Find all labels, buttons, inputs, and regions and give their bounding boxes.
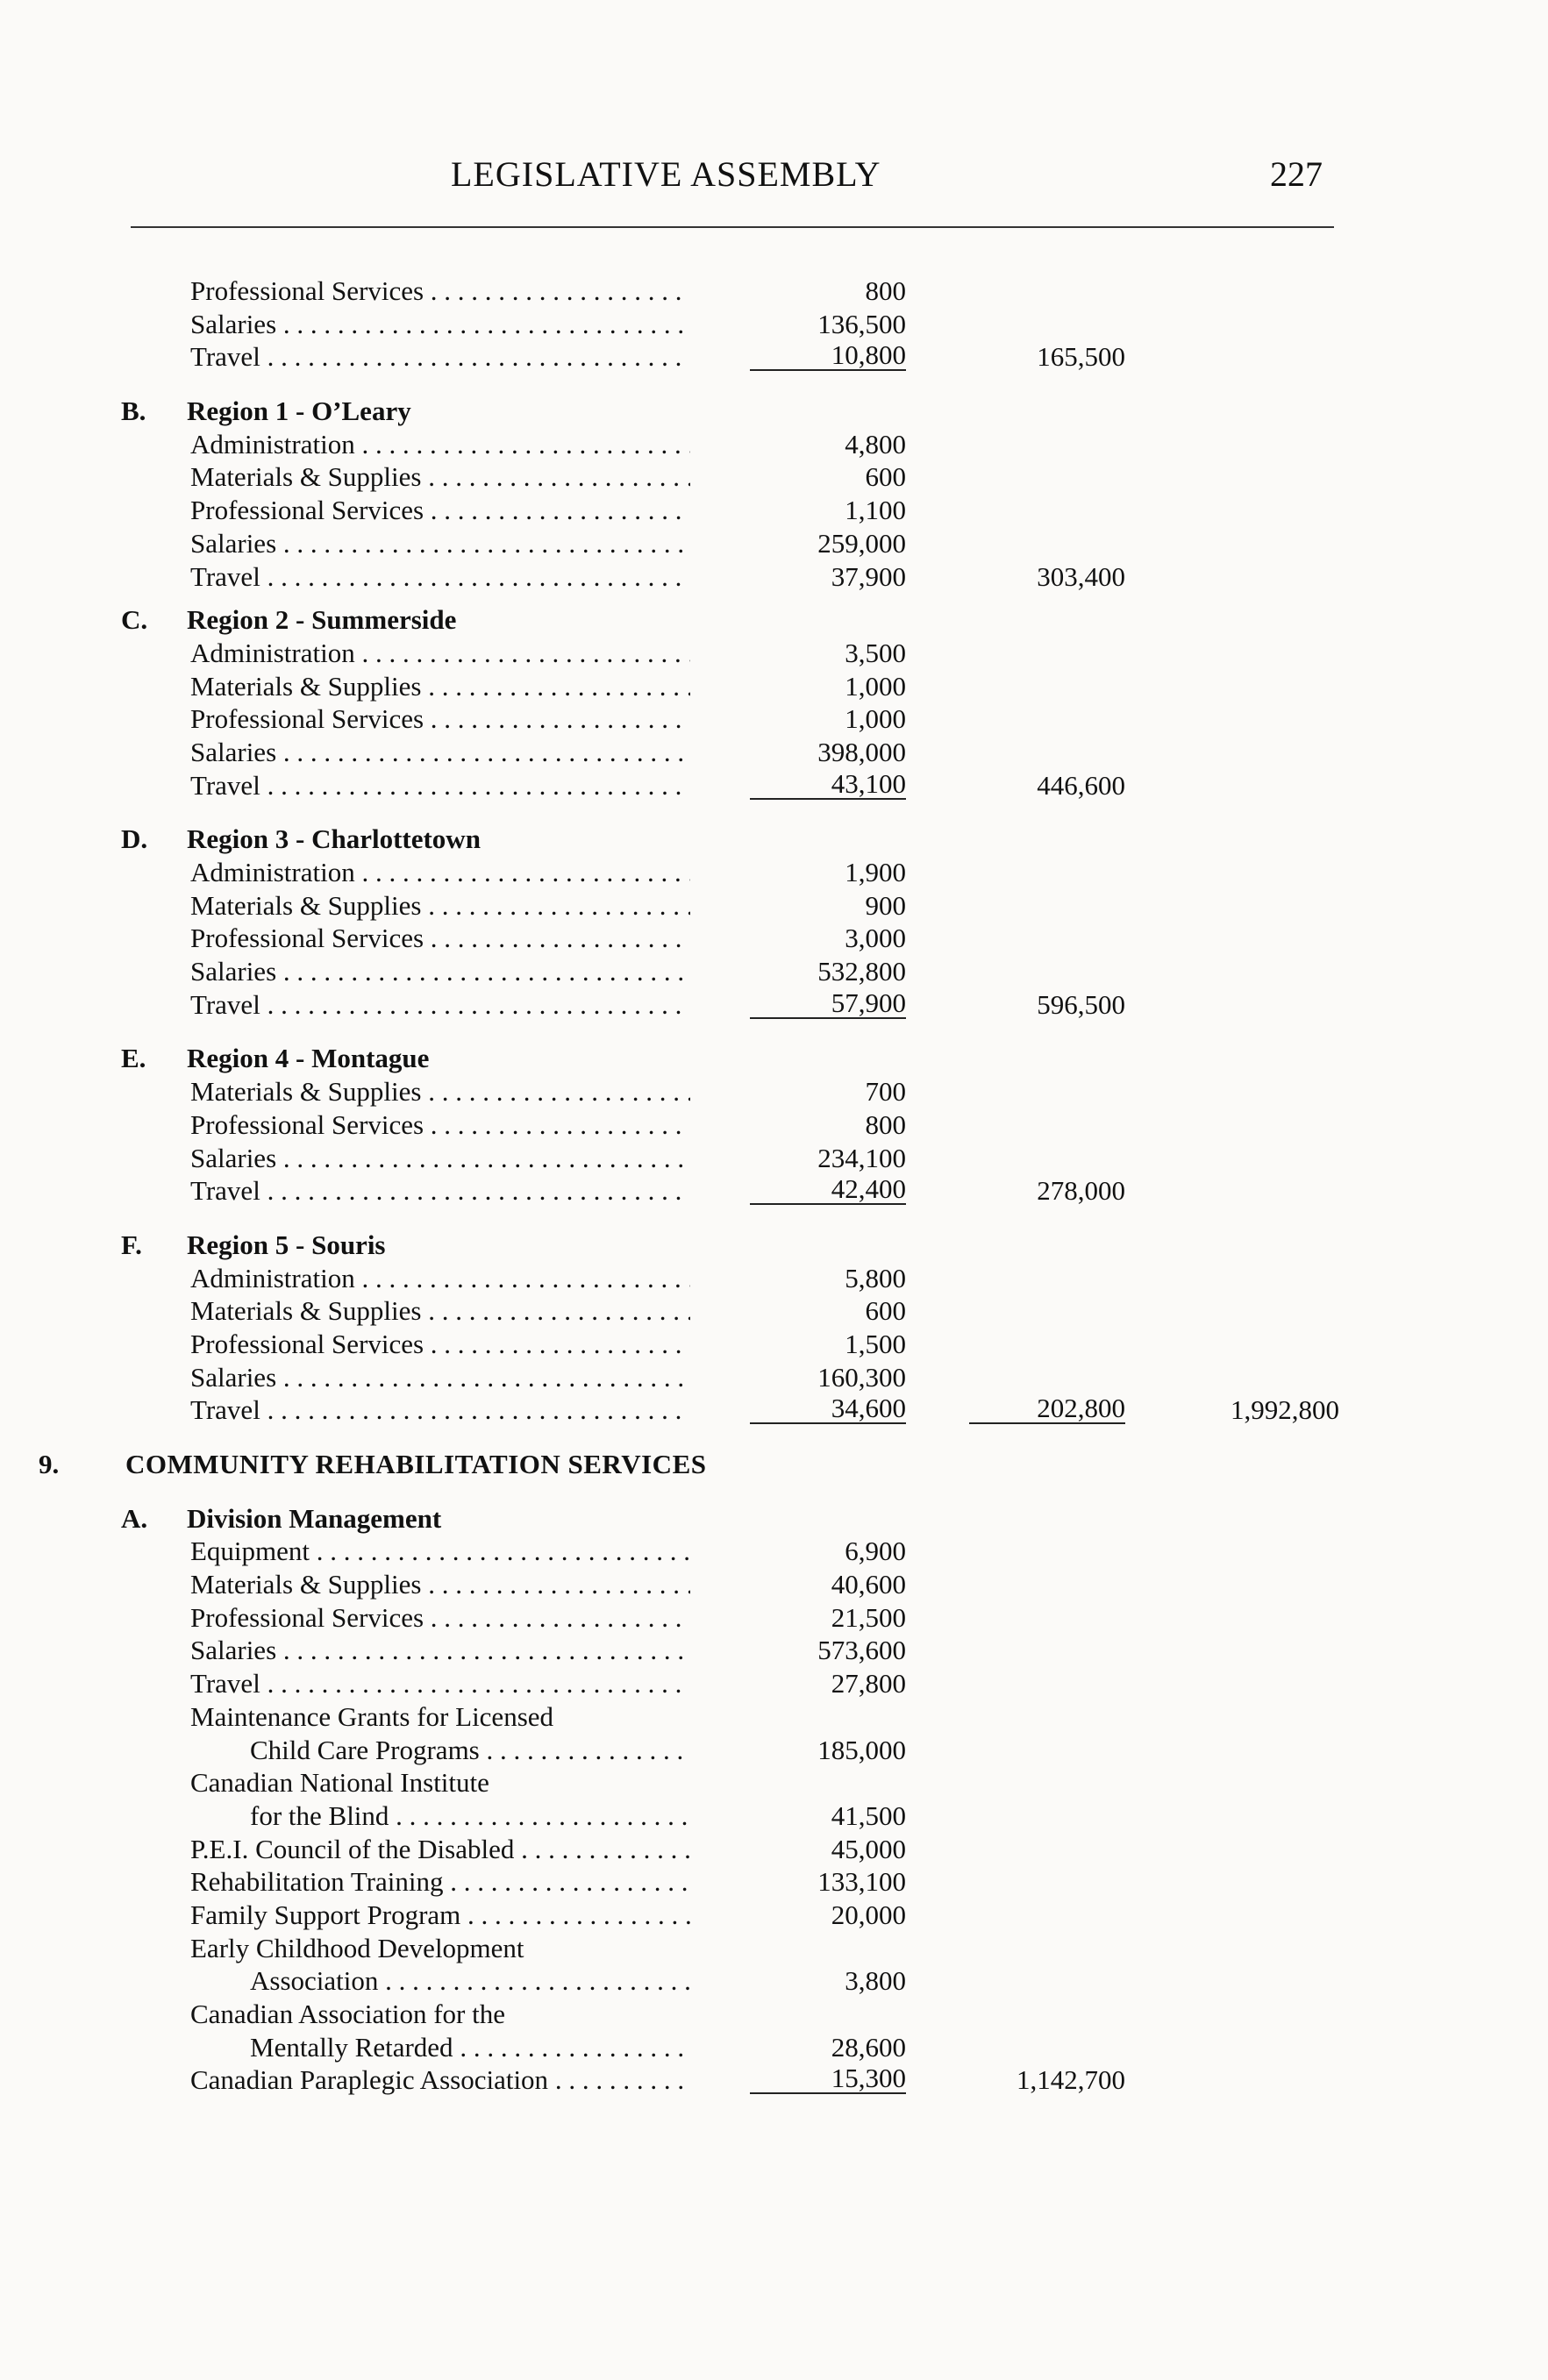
- subsection-title: Region 2 - Summerside: [187, 604, 457, 636]
- line-amount: 185,000: [817, 1734, 906, 1765]
- line-label: [250, 1734, 690, 1767]
- line-label: [190, 274, 690, 308]
- line-item: [0, 1734, 1548, 1767]
- line-label: [190, 1833, 690, 1866]
- line-amount: 37,900: [831, 560, 906, 592]
- line-amount: 57,900: [750, 988, 906, 1019]
- line-item: [0, 428, 1548, 461]
- line-item: [0, 637, 1548, 670]
- line-item: [0, 769, 1548, 802]
- section-title: COMMUNITY REHABILITATION SERVICES: [125, 1449, 707, 1479]
- line-label-text: Salaries: [190, 1142, 277, 1173]
- subsection-title: Region 3 - Charlottetown: [187, 823, 481, 855]
- line-label-text: Administration: [190, 428, 355, 460]
- line-amount: 3,800: [845, 1965, 906, 1997]
- line-item: [0, 1833, 1548, 1866]
- line-item: [0, 736, 1548, 769]
- line-label-text: Salaries: [190, 527, 277, 559]
- line-label: [190, 1568, 690, 1601]
- line-label: [190, 1393, 690, 1427]
- continued-line: [0, 1766, 1548, 1799]
- line-label-text: Professional Services: [190, 1601, 424, 1633]
- subsection-marker: D.: [121, 823, 148, 855]
- line-item: [0, 955, 1548, 988]
- line-amount: 27,800: [831, 1668, 906, 1699]
- subsection-marker: B.: [121, 395, 146, 427]
- line-item: [0, 1799, 1548, 1833]
- line-label: [190, 856, 690, 889]
- line-amount: 234,100: [817, 1142, 906, 1173]
- line-label-text: Equipment: [190, 1536, 310, 1567]
- line-label: [190, 1075, 690, 1108]
- line-label-text: Travel: [190, 341, 260, 373]
- line-label: [190, 702, 690, 736]
- line-amount: 600: [865, 461, 906, 493]
- line-amount: 42,400: [750, 1174, 906, 1205]
- line-amount: 10,800: [750, 340, 906, 371]
- section-heading: [0, 1448, 1548, 1481]
- line-amount: 800: [865, 1108, 906, 1140]
- line-amount: 900: [865, 889, 906, 921]
- line-label-text: Materials & Supplies: [190, 1569, 422, 1600]
- line-item: [0, 988, 1548, 1022]
- line-label-text: Professional Services: [190, 1328, 424, 1359]
- subsection-marker: A.: [121, 1502, 148, 1534]
- line-label: [190, 736, 690, 769]
- line-amount: 20,000: [831, 1899, 906, 1930]
- line-label: [250, 2031, 690, 2064]
- continued-line: [0, 1700, 1548, 1734]
- subsection-title: Division Management: [187, 1502, 442, 1534]
- line-label-text: Administration: [190, 637, 355, 668]
- line-label: [190, 1142, 690, 1175]
- line-item: [0, 1361, 1548, 1394]
- line-amount: 259,000: [817, 527, 906, 559]
- line-label: [190, 988, 690, 1022]
- subsection-heading: [0, 1229, 1548, 1262]
- line-label: [190, 670, 690, 703]
- line-item: [0, 1535, 1548, 1568]
- line-label: [190, 1108, 690, 1142]
- total-amount: 1,992,800: [1231, 1394, 1339, 1426]
- line-label-text: Professional Services: [190, 1108, 424, 1140]
- line-amount: 1,500: [845, 1328, 906, 1359]
- subsection-heading: [0, 603, 1548, 637]
- line-label-text: Professional Services: [190, 923, 424, 954]
- line-item: [0, 922, 1548, 955]
- line-label: [190, 1174, 690, 1208]
- line-label: [250, 1799, 690, 1833]
- line-label: [190, 428, 690, 461]
- line-item: [0, 2063, 1548, 2097]
- line-amount: 28,600: [831, 2031, 906, 2063]
- line-amount: 160,300: [817, 1361, 906, 1393]
- spacer: [0, 1208, 1548, 1229]
- line-item: [0, 1601, 1548, 1635]
- line-label-text: Materials & Supplies: [190, 670, 422, 702]
- line-label: Canadian National Institute: [190, 1767, 489, 1799]
- line-label-text: Salaries: [190, 308, 277, 339]
- line-label-text: Professional Services: [190, 495, 424, 526]
- spacer: [0, 1021, 1548, 1042]
- line-item: [0, 1142, 1548, 1175]
- line-item: [0, 702, 1548, 736]
- line-item: [0, 560, 1548, 594]
- line-amount: 45,000: [831, 1833, 906, 1864]
- subtotal-amount: 202,800: [969, 1393, 1125, 1424]
- line-label-text: Salaries: [190, 736, 277, 767]
- line-amount: 6,900: [845, 1536, 906, 1567]
- line-label-text: P.E.I. Council of the Disabled: [190, 1833, 515, 1864]
- line-label-text: Travel: [190, 988, 260, 1020]
- subsection-heading: [0, 823, 1548, 856]
- line-label: [190, 1601, 690, 1635]
- continued-line: [0, 1998, 1548, 2031]
- subtotal-amount: 303,400: [1037, 560, 1125, 592]
- line-item: [0, 1108, 1548, 1142]
- line-label-text: Salaries: [190, 1361, 277, 1393]
- spacer: [0, 1481, 1548, 1502]
- line-label: [190, 308, 690, 341]
- line-label-text: Travel: [190, 769, 260, 801]
- line-amount: 3,500: [845, 637, 906, 668]
- line-amount: 4,800: [845, 428, 906, 460]
- line-amount: 600: [865, 1295, 906, 1327]
- line-item: [0, 1667, 1548, 1700]
- line-label: [190, 460, 690, 494]
- spacer: [0, 802, 1548, 823]
- running-title: LEGISLATIVE ASSEMBLY: [451, 154, 881, 194]
- line-label: [190, 1667, 690, 1700]
- subsection-title: Region 5 - Souris: [187, 1229, 386, 1260]
- line-label-text: Materials & Supplies: [190, 889, 422, 921]
- line-amount: 1,000: [845, 703, 906, 735]
- continued-line: [0, 1932, 1548, 1965]
- line-label-text: Administration: [190, 1262, 355, 1293]
- line-label-text: for the Blind: [250, 1799, 389, 1831]
- line-amount: 133,100: [817, 1866, 906, 1898]
- line-label-text: Materials & Supplies: [190, 461, 422, 493]
- subsection-marker: C.: [121, 604, 148, 636]
- subsection-title: Region 4 - Montague: [187, 1043, 430, 1074]
- line-label-text: Association: [250, 1965, 379, 1997]
- line-label-text: Child Care Programs: [250, 1734, 480, 1765]
- line-label: [190, 769, 690, 802]
- line-item: [0, 527, 1548, 560]
- line-label: [190, 560, 690, 594]
- line-amount: 573,600: [817, 1635, 906, 1666]
- line-label-text: Family Support Program: [190, 1899, 461, 1930]
- line-amount: 43,100: [750, 769, 906, 800]
- line-amount: 5,800: [845, 1262, 906, 1293]
- line-label: [190, 1328, 690, 1361]
- line-item: [0, 1865, 1548, 1899]
- line-item: [0, 1262, 1548, 1295]
- line-label: [190, 1865, 690, 1899]
- line-item: [0, 308, 1548, 341]
- line-item: [0, 1634, 1548, 1667]
- line-label-text: Travel: [190, 1175, 260, 1207]
- line-label-text: Travel: [190, 1668, 260, 1699]
- line-item: [0, 274, 1548, 308]
- spacer: [0, 374, 1548, 395]
- line-amount: 3,000: [845, 923, 906, 954]
- line-item: [0, 856, 1548, 889]
- line-label: [190, 1634, 690, 1667]
- line-label: [190, 494, 690, 527]
- line-amount: 15,300: [750, 2063, 906, 2094]
- line-label-text: Salaries: [190, 956, 277, 987]
- line-label-text: Professional Services: [190, 275, 424, 306]
- line-amount: 532,800: [817, 956, 906, 987]
- subsection-marker: F.: [121, 1229, 142, 1260]
- line-amount: 21,500: [831, 1601, 906, 1633]
- subsection-marker: E.: [121, 1043, 146, 1074]
- line-label: [190, 1294, 690, 1328]
- header-rule: [131, 226, 1334, 228]
- estimates-table: [0, 274, 1548, 2097]
- subtotal-amount: 1,142,700: [1017, 2064, 1125, 2096]
- line-item: [0, 1568, 1548, 1601]
- line-label: [190, 1361, 690, 1394]
- line-label-text: Materials & Supplies: [190, 1076, 422, 1108]
- line-item: [0, 1174, 1548, 1208]
- line-item: [0, 1328, 1548, 1361]
- line-item: [0, 460, 1548, 494]
- subtotal-amount: 165,500: [1037, 341, 1125, 373]
- line-item: [0, 494, 1548, 527]
- subsection-heading: [0, 395, 1548, 428]
- page-header: [0, 153, 1548, 197]
- line-label: Early Childhood Development: [190, 1932, 524, 1963]
- line-label: [190, 1262, 690, 1295]
- spacer: [0, 593, 1548, 603]
- line-label: [190, 955, 690, 988]
- subsection-heading: [0, 1042, 1548, 1075]
- line-label: [190, 1535, 690, 1568]
- line-item: [0, 2031, 1548, 2064]
- line-label-text: Travel: [190, 1394, 260, 1426]
- subsection-title: Region 1 - O’Leary: [187, 395, 411, 427]
- line-label: [190, 637, 690, 670]
- line-amount: 1,000: [845, 670, 906, 702]
- line-label: [190, 1899, 690, 1932]
- line-item: [0, 1899, 1548, 1932]
- line-item: [0, 340, 1548, 374]
- line-label-text: Rehabilitation Training: [190, 1866, 444, 1898]
- line-amount: 1,900: [845, 857, 906, 887]
- subtotal-amount: 446,600: [1037, 769, 1125, 801]
- line-label-text: Administration: [190, 857, 355, 887]
- line-amount: 34,600: [750, 1393, 906, 1424]
- subtotal-amount: 596,500: [1037, 988, 1125, 1020]
- line-label: Canadian Association for the: [190, 1999, 505, 2029]
- line-amount: 41,500: [831, 1799, 906, 1831]
- line-amount: 40,600: [831, 1569, 906, 1600]
- line-label-text: Canadian Paraplegic Association: [190, 2064, 549, 2096]
- section-number: 9.: [39, 1449, 60, 1479]
- line-label: [190, 922, 690, 955]
- line-item: [0, 670, 1548, 703]
- line-label: [190, 2063, 690, 2097]
- line-label-text: Travel: [190, 560, 260, 592]
- line-item: [0, 1294, 1548, 1328]
- line-amount: 136,500: [817, 308, 906, 339]
- line-item: [0, 1964, 1548, 1998]
- line-label-text: Mentally Retarded: [250, 2031, 453, 2063]
- line-label-text: Salaries: [190, 1635, 277, 1666]
- spacer: [0, 1427, 1548, 1448]
- line-item: [0, 1393, 1548, 1427]
- line-label: [190, 527, 690, 560]
- subsection-heading: [0, 1502, 1548, 1536]
- subtotal-amount: 278,000: [1037, 1175, 1125, 1207]
- line-amount: 398,000: [817, 736, 906, 767]
- line-amount: 800: [865, 275, 906, 306]
- line-amount: 700: [865, 1076, 906, 1108]
- line-amount: 1,100: [845, 495, 906, 526]
- line-label: [190, 889, 690, 923]
- line-item: [0, 889, 1548, 923]
- line-label-text: Professional Services: [190, 703, 424, 735]
- line-item: [0, 1075, 1548, 1108]
- line-label-text: Materials & Supplies: [190, 1295, 422, 1327]
- page-number: 227: [1270, 154, 1323, 194]
- line-label: [250, 1964, 690, 1998]
- line-label: Maintenance Grants for Licensed: [190, 1700, 554, 1732]
- line-label: [190, 340, 690, 374]
